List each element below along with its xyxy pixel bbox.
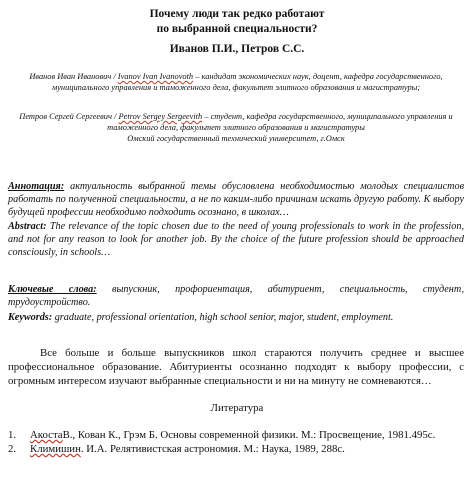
article-title-line-1: Почему люди так редко работают xyxy=(149,8,325,20)
abstract xyxy=(8,220,464,260)
keywords-en-text: graduate, professional orientation, high school senior, major, student, employment. xyxy=(54,312,394,323)
reference-item xyxy=(8,428,464,442)
reference-number: 1. xyxy=(8,429,17,441)
reference-list xyxy=(8,428,464,456)
affiliation-1-name-en: Ivanov Ivan Ivanovoth xyxy=(117,72,194,81)
reference-number: 2. xyxy=(8,443,17,455)
affiliation-2-name-en: Petrov Sergey Sergeevith xyxy=(118,112,203,121)
literature-heading: Литература xyxy=(210,402,264,414)
keywords-en xyxy=(8,311,464,324)
abstract-label: Abstract: xyxy=(8,221,47,232)
keywords-en-label: Keywords: xyxy=(8,312,53,323)
keywords-ru xyxy=(8,283,464,309)
reference-text xyxy=(30,428,435,442)
reference-author: Акоста xyxy=(30,429,63,441)
article-title-line-2: по выбранной специальности? xyxy=(156,23,318,35)
reference-item xyxy=(8,442,464,456)
authors: Иванов П.И., Петров С.С. xyxy=(169,43,305,55)
affiliation-2-text: – студент, кафедра государственного, муниципального управления и таможенного дела, факультет элитного образования и магистратуры xyxy=(107,112,453,132)
affiliation-2-name-ru: Петров Сергей Сергеевич / xyxy=(19,112,117,121)
abstract-text: The relevance of the topic chosen due to the need of young professionals to work in the profession, and not for any reason to look for another job. By the choice of the future profession should be approached consciously, in schools… xyxy=(8,221,464,259)
affiliation-2 xyxy=(8,111,464,144)
affiliation-2-university: Омский государственный технический университет, г.Омск xyxy=(127,134,345,143)
reference-author: Климишин xyxy=(30,443,81,455)
keywords-ru-text: выпускник, профориентация, абитуриент, специальность, студент, трудоустройство. xyxy=(8,284,465,309)
body-paragraph: Все больше и больше выпускников школ стараются получить среднее и высшее профессиональное образование. Абитуриенты осознанно подходят к выбору профессии, с огромным интересом изучают выбранные специальности и ни на минуту не сомневаются… xyxy=(8,347,464,387)
reference-body: . И.А. Релятивистская астрономия. М.: Наука, 1989, 288с. xyxy=(80,443,345,455)
reference-text xyxy=(30,442,345,456)
keywords-ru-label: Ключевые слова: xyxy=(8,284,97,295)
annotation-text: актуальность выбранной темы обусловлена необходимостью молодых специалистов работать по полученной специальности, а не по каким-либо причинам искать другую работу. К выбору будущей профессии необходимо подходить осознано, в школах… xyxy=(8,181,464,219)
affiliation-1-text: – кандидат экономических наук, доцент, кафедра государственного, муниципального управления и таможенного дела, факультет элитного образования и магистратуры; xyxy=(51,72,443,92)
affiliation-1 xyxy=(8,71,464,93)
annotation xyxy=(8,180,464,220)
annotation-label: Аннотация: xyxy=(8,181,65,192)
reference-body: В., Кован К., Грэм Б. Основы современной физики. М.: Просвещение, 1981.495с. xyxy=(62,429,436,441)
affiliation-1-name-ru: Иванов Иван Иванович / xyxy=(29,72,116,81)
